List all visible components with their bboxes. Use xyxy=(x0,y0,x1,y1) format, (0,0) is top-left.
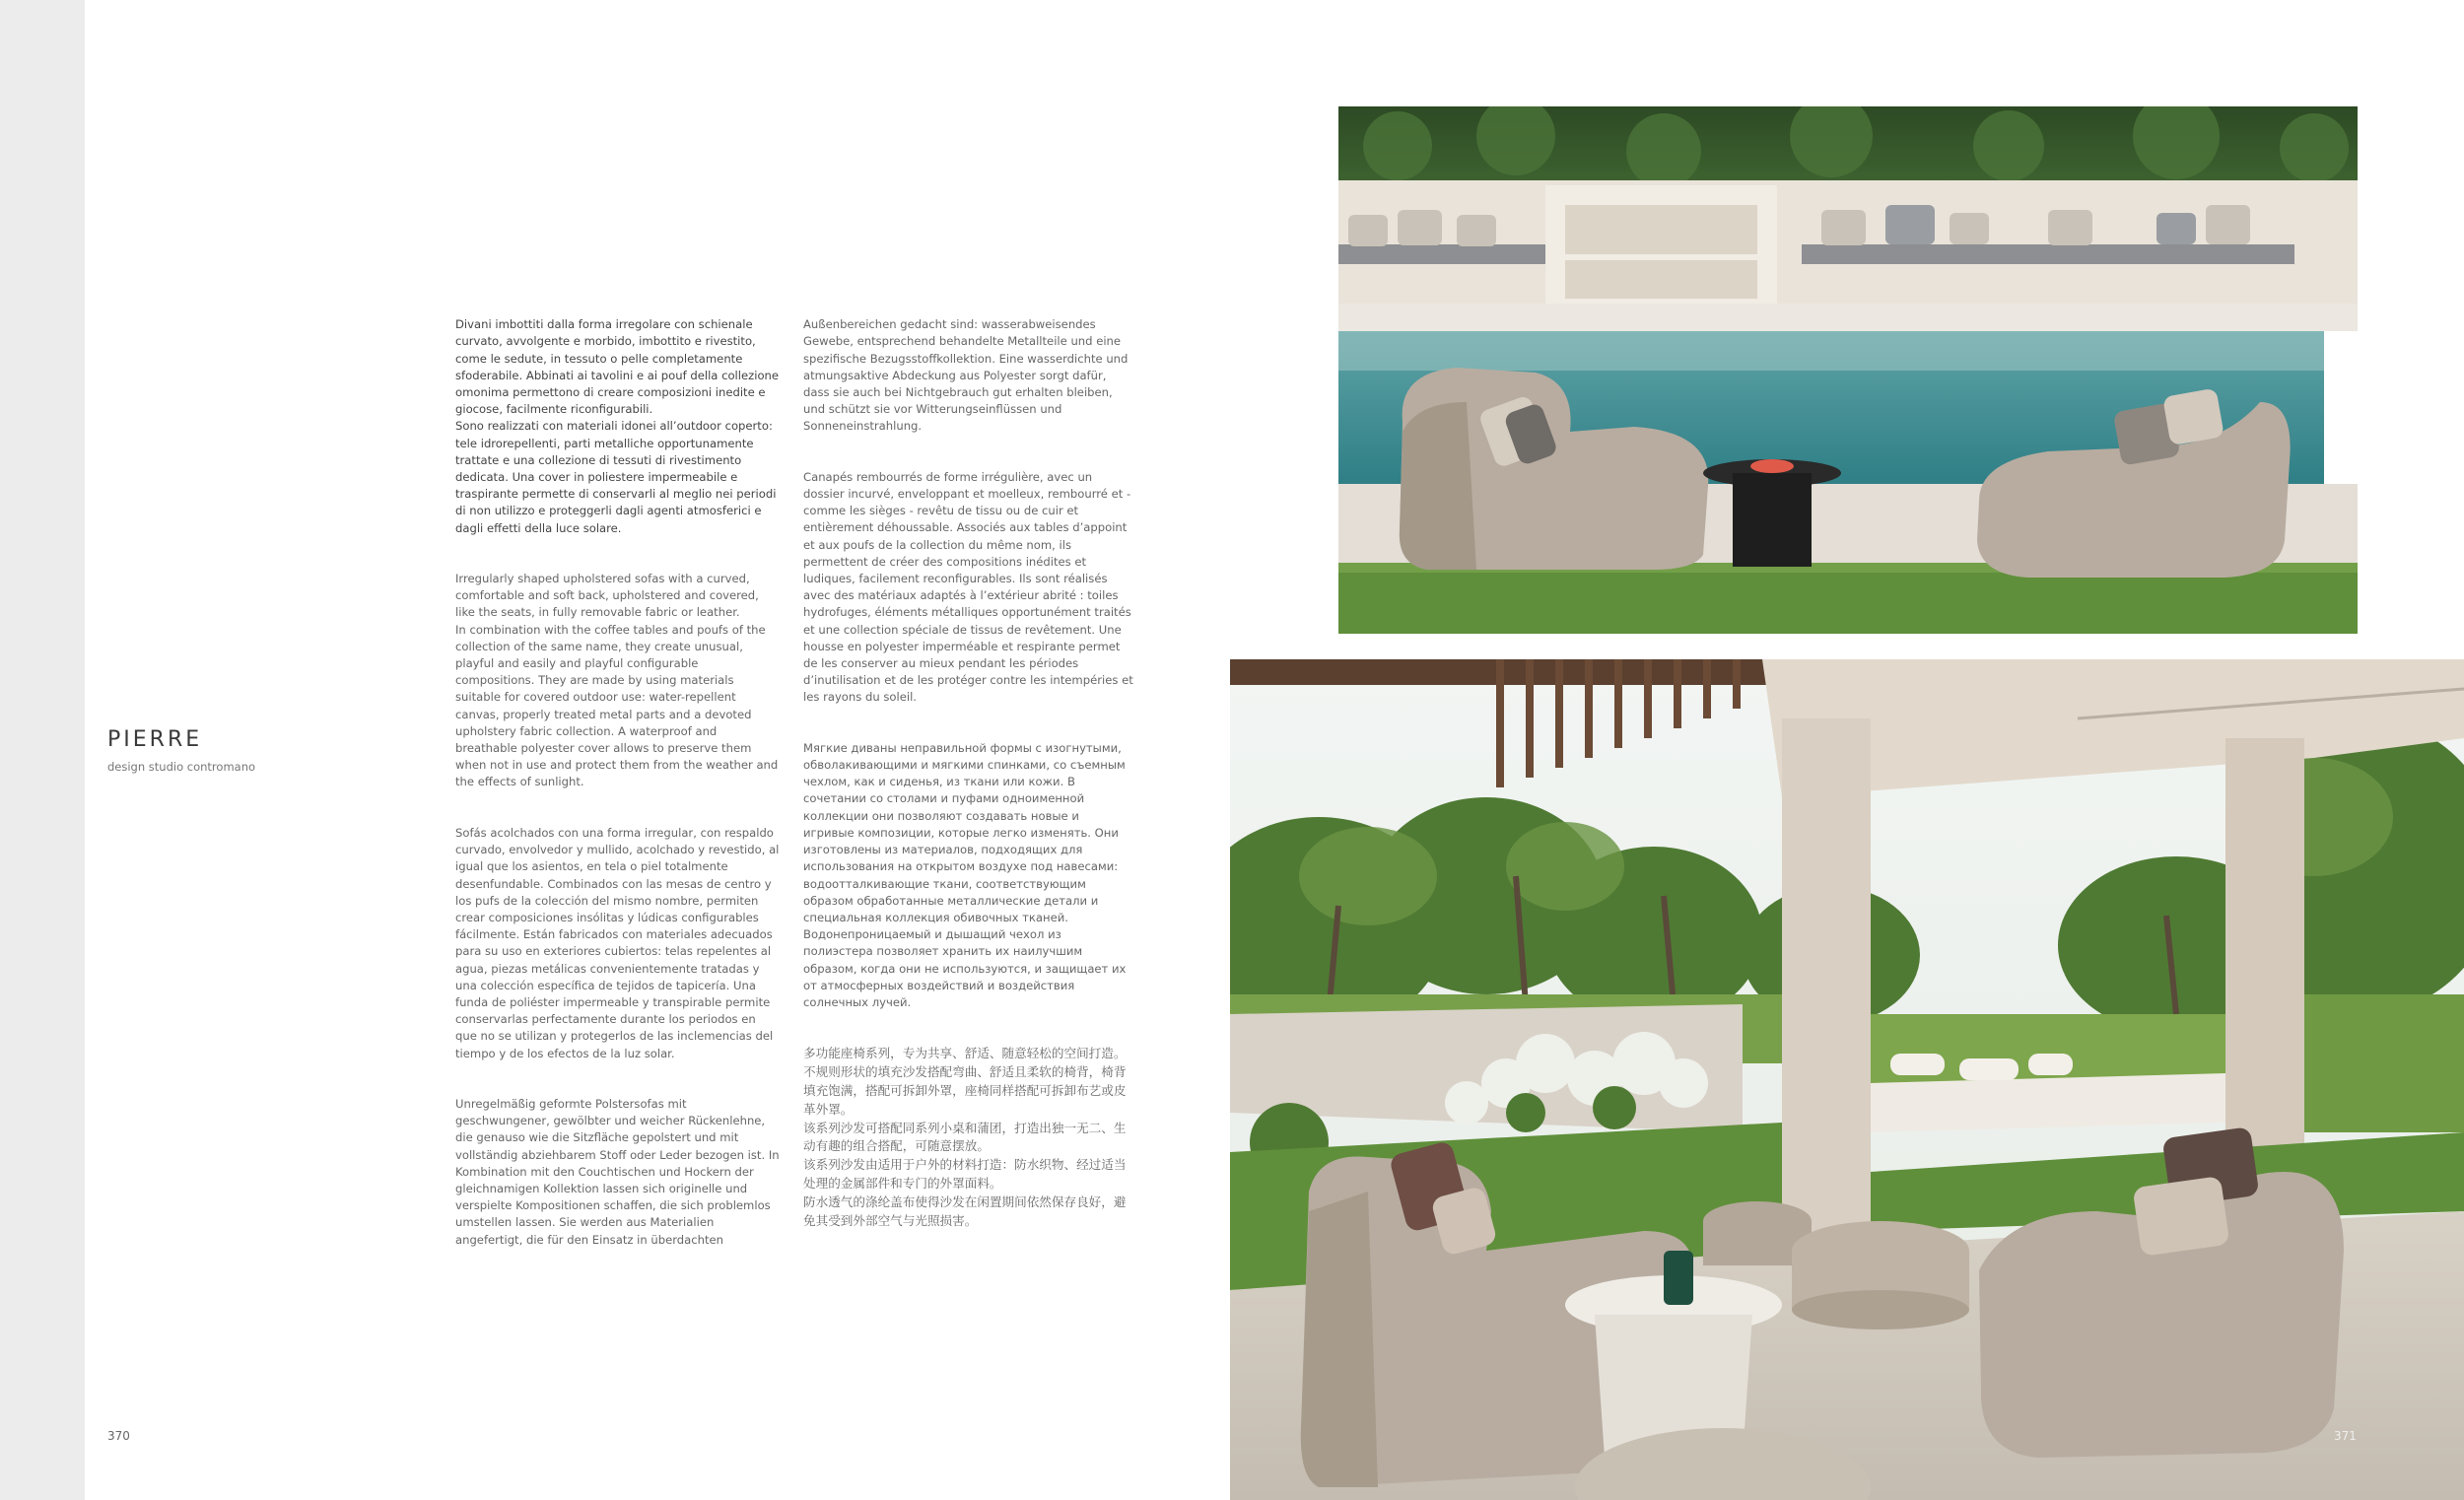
photo-terrace xyxy=(1230,659,2464,1500)
paragraph-chinese: 多功能座椅系列，专为共享、舒适、随意轻松的空间打造。 不规则形状的填充沙发搭配弯曲、舒适且柔软的椅背，椅背填充饱满，搭配可拆卸外罩，座椅同样搭配可拆卸布艺或皮革外罩。 该系列沙发可搭配同系列小桌和蒲团，打造出独一无二、生动有趣的组合搭配，可随意摆放。 该系列沙发由适用于户外的材料打造：防水织物、经过适当处理的金属部件和专门的外罩面料。 防水透气的涤纶盖布使得沙发在闲置期间依然保存良好，避免其受到外部空气与光照损害。 xyxy=(803,1046,1127,1228)
text-column-1 xyxy=(455,300,781,1282)
paragraph-german-start: Unregelmäßig geformte Polstersofas mit geschwungener, gewölbter und weicher Rückenlehne, die genauso wie die Sitzfläche gepolstert und mit vollständig abziehbarem Stoff oder Leder bezogen ist. In Kombination mit den Couchtischen und Hockern der gleichnamigen Kollektion lassen sich originelle und verspielte Kompositionen schaffen, die sich problemlos umstellen lassen. Sie werden aus Materialien angefertigt, die für den Einsatz in überdachten xyxy=(455,1096,780,1247)
product-title: PIERRE xyxy=(107,727,203,752)
text-column-2 xyxy=(803,300,1133,1264)
page-number-right: 371 xyxy=(2334,1429,2357,1443)
paragraph-italian: Divani imbottiti dalla forma irregolare con schienale curvato, avvolgente e morbido, imbottito e rivestito, come le sedute, in tessuto o pelle completamente sfoderabile. Abbinati ai tavolini e ai pouf della collezione omonima permettono di creare composizioni inedite e giocose, facilmente riconfigurabili. Sono realizzati con materiali idonei all’outdoor coperto: tele idrorepellenti, parti metalliche opportunamente trattate e una collezione di tessuti di rivestimento dedicata. Una cover in poliestere impermeabile e traspirante permette di conservarli al meglio nei periodi di non utilizzo e proteggerli dagli agenti atmosferici e dagli effetti della luce solare. xyxy=(455,317,780,535)
product-designer: design studio contromano xyxy=(107,760,256,774)
photo-poolside-illustration xyxy=(1338,106,2358,634)
paragraph-french: Canapés rembourrés de forme irrégulière, avec un dossier incurvé, enveloppant et moelleux, rembourré et - comme les sièges - revêtu de tissu ou de cuir et entièrement déhoussable. Associés aux tables d’appoint et aux poufs de la collection du même nom, ils permettent de créer des compositions inédites et ludiques, facilement reconfigurables. Ils sont réalisés avec des matériaux adaptés à l’extérieur abrité : toiles hydrofuges, éléments métalliques opportunément traités et une collection spéciale de tissus de revêtement. Une housse en polyester imperméable et respirante permet de les conserver au mieux pendant les périodes d’inutilisation et de les protéger contre les intempéries et les rayons du soleil. xyxy=(803,469,1133,705)
paragraph-german-end: Außenbereichen gedacht sind: wasserabweisendes Gewebe, entsprechend behandelte Metallteile und eine spezifische Bezugsstoffkollektion. Eine wasserdichte und atmungsaktive Abdeckung aus Polyester sorgt dafür, dass sie auch bei Nichtgebrauch gut erhalten bleiben, und schützt sie vor Witterungseinflüssen und Sonneneinstrahlung. xyxy=(803,317,1129,434)
paragraph-english: Irregularly shaped upholstered sofas with a curved, comfortable and soft back, upholstered and covered, like the seats, in fully removable fabric or leather. In combination with the coffee tables and poufs of the collection of the same name, they create unusual, playful and easily and playful configurable compositions. They are made by using materials suitable for covered outdoor use: water-repellent canvas, properly treated metal parts and a devoted upholstery fabric collection. A waterproof and breathable polyester cover allows to preserve them when not in use and protect them from the weather and the effects of sunlight. xyxy=(455,572,779,789)
paragraph-spanish: Sofás acolchados con una forma irregular, con respaldo curvado, envolvedor y mullido, acolchado y revestido, al igual que los asientos, en tela o piel totalmente desenfundable. Combinados con las mesas de centro y los pufs de la colección del mismo nombre, permiten crear composiciones insólitas y lúdicas configurables fácilmente. Están fabricados con materiales adecuados para su uso en exteriores cubiertos: telas repelentes al agua, piezas metálicas convenientemente tratadas y una colección específica de tejidos de tapicería. Una funda de poliéster impermeable y transpirable permite conservarlas perfectamente durante los periodos en que no se utilizan y protegerlos de las inclemencias del tiempo y de los efectos de la luz solar. xyxy=(455,825,780,1060)
photo-poolside xyxy=(1338,106,2358,634)
paragraph-russian: Мягкие диваны неправильной формы с изогнутыми, обволакивающими и мягкими спинками, со съемным чехлом, как и сиденья, из ткани или кожи. В сочетании со столами и пуфами одноименной коллекции они позволяют создавать новые и игривые композиции, которые легко изменять. Они изготовлены из материалов, подходящих для использования на открытом воздухе под навесами: водоотталкивающие ткани, соответствующим образом обработанные металлические детали и специальная коллекция обивочных тканей. Водонепроницаемый и дышащий чехол из полиэстера позволяет хранить их наилучшим образом, когда они не используются, и защищает их от атмосферных воздействий и воздействия солнечных лучей. xyxy=(803,740,1127,1009)
photo-terrace-illustration xyxy=(1230,659,2464,1500)
page-number-left: 370 xyxy=(107,1429,130,1443)
page-gutter-strip xyxy=(0,0,85,1500)
